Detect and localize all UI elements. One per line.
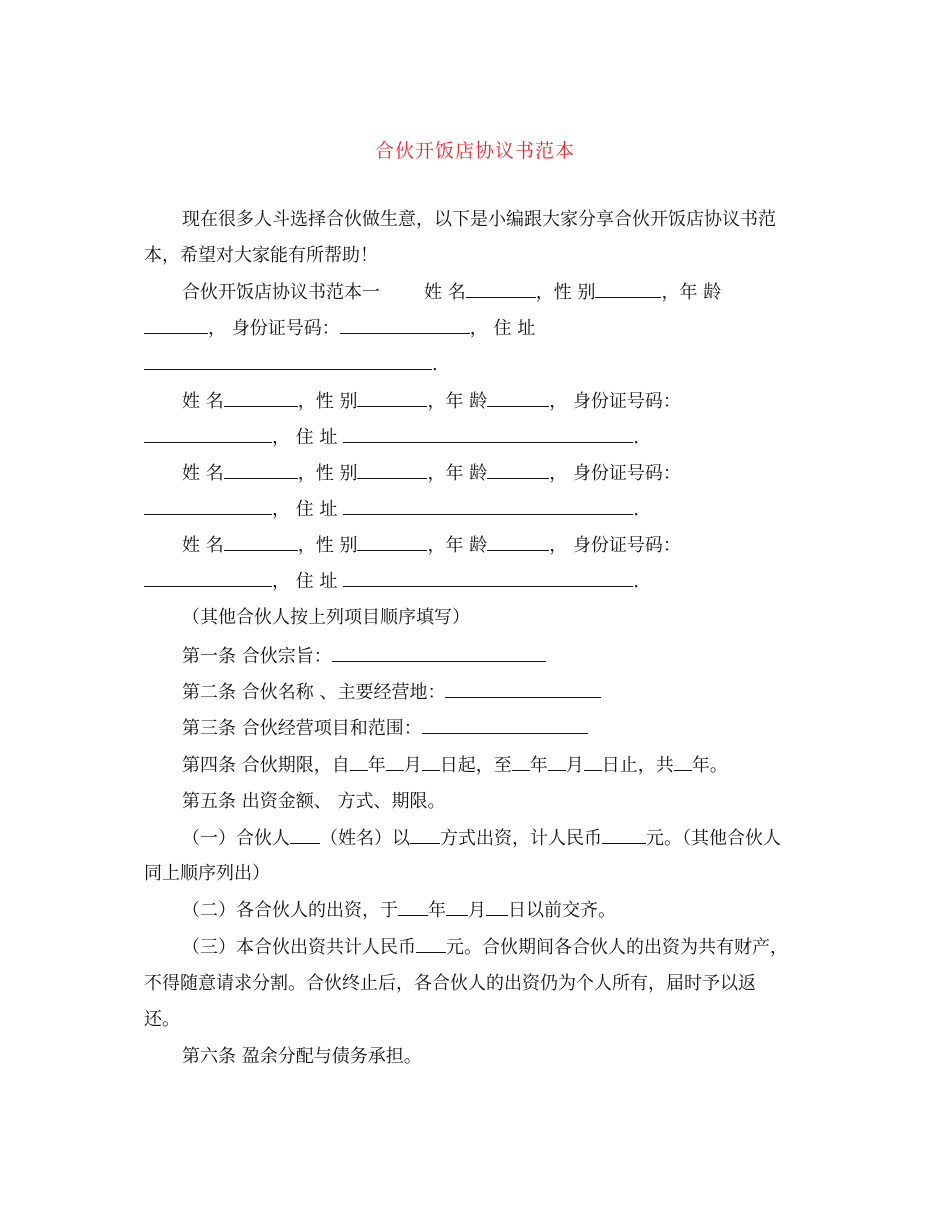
id-blank[interactable] [340, 317, 470, 334]
article-5-item-3: （三）本合伙出资共计人民币 元。合伙期间各合伙人的出资为共有财产， [182, 937, 788, 958]
article-6: 第六条 盈余分配与债务承担。 [182, 1046, 422, 1067]
day-blank[interactable] [486, 899, 508, 916]
article-4: 第四条 合伙期限，自 年 月 日起，至 年 月 日止，共 年。 [182, 755, 728, 776]
purpose-blank[interactable] [332, 645, 546, 662]
gender-blank[interactable] [357, 462, 427, 479]
intro-line-2: 本，希望对大家能有所帮助！ [144, 245, 378, 266]
partner-4-line-2: ， 住 址 . [144, 570, 639, 594]
partner-2-line-1: 姓 名 ，性 别 ，年 龄 ， 身份证号码： [182, 391, 681, 412]
start-year-blank[interactable] [350, 754, 368, 771]
age-blank[interactable] [487, 534, 549, 551]
partner-1-line-1: 合伙开饭店协议书范本一 姓 名 ，性 别 ，年 龄 [182, 282, 722, 303]
address-blank[interactable] [144, 353, 432, 370]
gender-blank[interactable] [357, 390, 427, 407]
name-blank[interactable] [224, 534, 298, 551]
article-1: 第一条 合伙宗旨： [182, 645, 546, 669]
article-5-item-3-cont-2: 还。 [144, 1009, 180, 1030]
document-title: 合伙开饭店协议书范本 [374, 140, 575, 162]
intro-line-1: 现在很多人斗选择合伙做生意，以下是小编跟大家分享合伙开饭店协议书范 [182, 209, 776, 230]
id-label: 身份证号码： [231, 318, 340, 339]
article-5-item-1-cont: 同上顺序列出） [144, 863, 270, 884]
age-blank[interactable] [487, 390, 549, 407]
article-3: 第三条 合伙经营项目和范围： [182, 717, 588, 741]
name-location-blank[interactable] [445, 681, 601, 698]
start-day-blank[interactable] [422, 754, 440, 771]
gender-label: 性 别 [553, 282, 596, 303]
name-blank[interactable] [466, 281, 536, 298]
gender-blank[interactable] [357, 534, 427, 551]
article-5-item-1: （一）合伙人 （姓名）以 方式出资，计人民币 元。（其他合伙人 [182, 828, 781, 849]
end-year-blank[interactable] [512, 754, 530, 771]
partner-3-line-2: ， 住 址 . [144, 498, 639, 522]
name-label: 姓 名 [424, 282, 466, 303]
end-day-blank[interactable] [584, 754, 602, 771]
article-2: 第二条 合伙名称 、主要经营地： [182, 681, 601, 705]
address-blank[interactable] [343, 426, 633, 443]
end-month-blank[interactable] [548, 754, 566, 771]
article-5-item-3-cont-1: 不得随意请求分割。合伙终止后，各合伙人的出资仍为个人所有，届时予以返 [144, 973, 756, 994]
partner-4-line-1: 姓 名 ，性 别 ，年 龄 ， 身份证号码： [182, 535, 681, 556]
total-years-blank[interactable] [674, 754, 692, 771]
article-5-item-2: （二）各合伙人的出资，于 年 月 日以前交齐。 [182, 900, 616, 921]
name-blank[interactable] [224, 390, 298, 407]
year-blank[interactable] [398, 899, 428, 916]
method-blank[interactable] [410, 827, 440, 844]
partner-2-line-2: ， 住 址 . [144, 426, 639, 450]
note-other-partners: （其他合伙人按上列项目顺序填写） [182, 607, 470, 628]
age-blank[interactable] [487, 462, 549, 479]
partner-3-line-1: 姓 名 ，性 别 ，年 龄 ， 身份证号码： [182, 463, 681, 484]
name-blank[interactable] [224, 462, 298, 479]
address-label: 住 址 [493, 318, 536, 339]
partner-blank[interactable] [290, 827, 320, 844]
address-blank[interactable] [343, 570, 633, 587]
address-blank[interactable] [343, 498, 633, 515]
age-blank[interactable] [144, 317, 208, 334]
amount-blank[interactable] [602, 827, 646, 844]
id-blank[interactable] [144, 570, 272, 587]
partner-1-line-3: . [144, 353, 438, 377]
age-label: 年 龄 [679, 282, 722, 303]
sample-label: 合伙开饭店协议书范本一 [182, 282, 380, 303]
total-amount-blank[interactable] [416, 936, 446, 953]
article-5: 第五条 出资金额、 方式、期限。 [182, 791, 446, 812]
partner-1-line-2: ， 身份证号码： ， 住 址 [144, 317, 535, 341]
scope-blank[interactable] [422, 717, 588, 734]
start-month-blank[interactable] [386, 754, 404, 771]
gender-blank[interactable] [595, 281, 661, 298]
month-blank[interactable] [446, 899, 468, 916]
id-blank[interactable] [144, 426, 272, 443]
id-blank[interactable] [144, 498, 272, 515]
